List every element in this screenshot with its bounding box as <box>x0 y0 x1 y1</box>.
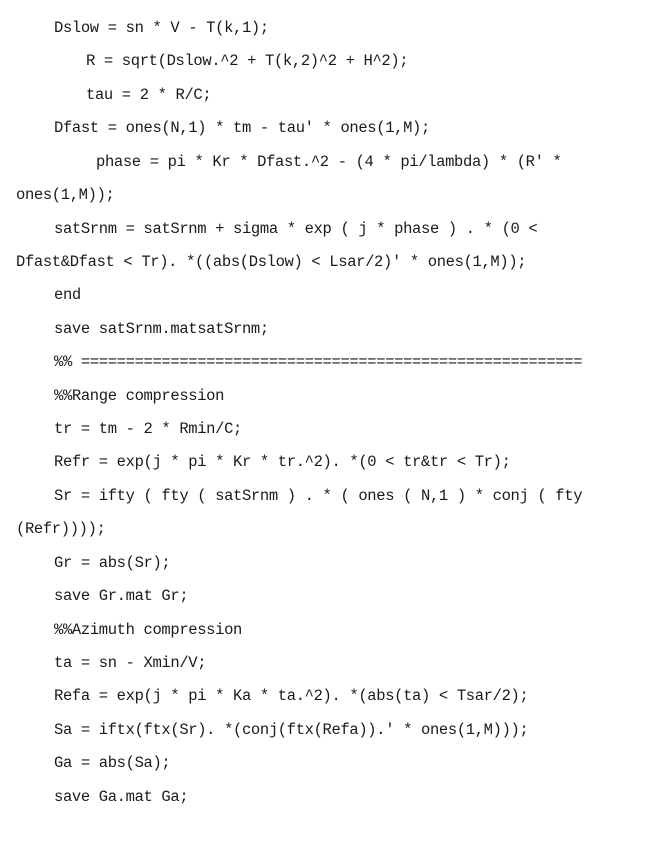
code-line: Refr = exp(j * pi * Kr * tr.^2). *(0 < tr&tr < Tr); <box>54 453 511 472</box>
code-line: Sa = iftx(ftx(Sr). *(conj(ftx(Refa)).' * ones(1,M))); <box>54 720 529 739</box>
code-line: Dfast = ones(N,1) * tm - tau' * ones(1,M); <box>54 119 430 138</box>
code-line: Sr = ifty ( fty ( satSrnm ) . * ( ones ( N,1 ) * conj ( fty <box>54 486 583 505</box>
code-line: satSrnm = satSrnm + sigma * exp ( j * phase ) . * (0 < <box>54 219 538 238</box>
code-line: Ga = abs(Sa); <box>54 754 171 773</box>
code-line: phase = pi * Kr * Dfast.^2 - (4 * pi/lambda) * (R' * <box>96 152 562 171</box>
code-line: ones(1,M)); <box>16 186 115 205</box>
code-line: %%Azimuth compression <box>54 620 242 639</box>
code-line: Gr = abs(Sr); <box>54 553 171 572</box>
code-line: tr = tm - 2 * Rmin/C; <box>54 420 242 438</box>
code-line: save Ga.mat Ga; <box>54 787 189 806</box>
code-line: (Refr)))); <box>16 520 106 539</box>
code-line: save satSrnm.matsatSrnm; <box>54 319 269 338</box>
code-line: R = sqrt(Dslow.^2 + T(k,2)^2 + H^2); <box>86 52 409 71</box>
code-line: tau = 2 * R/C; <box>86 85 212 104</box>
code-line: end <box>54 286 81 305</box>
code-line: %%Range compression <box>54 386 225 405</box>
code-line: Dfast&Dfast < Tr). *((abs(Dslow) < Lsar/2)' * ones(1,M)); <box>16 252 527 271</box>
code-line: %% ======================================================== <box>54 353 583 372</box>
code-line: Refa = exp(j * pi * Ka * ta.^2). *(abs(ta) < Tsar/2); <box>54 687 529 706</box>
code-line: ta = sn - Xmin/V; <box>54 653 207 672</box>
code-line: save Gr.mat Gr; <box>54 587 189 606</box>
code-line: Dslow = sn * V - T(k,1); <box>54 19 269 37</box>
